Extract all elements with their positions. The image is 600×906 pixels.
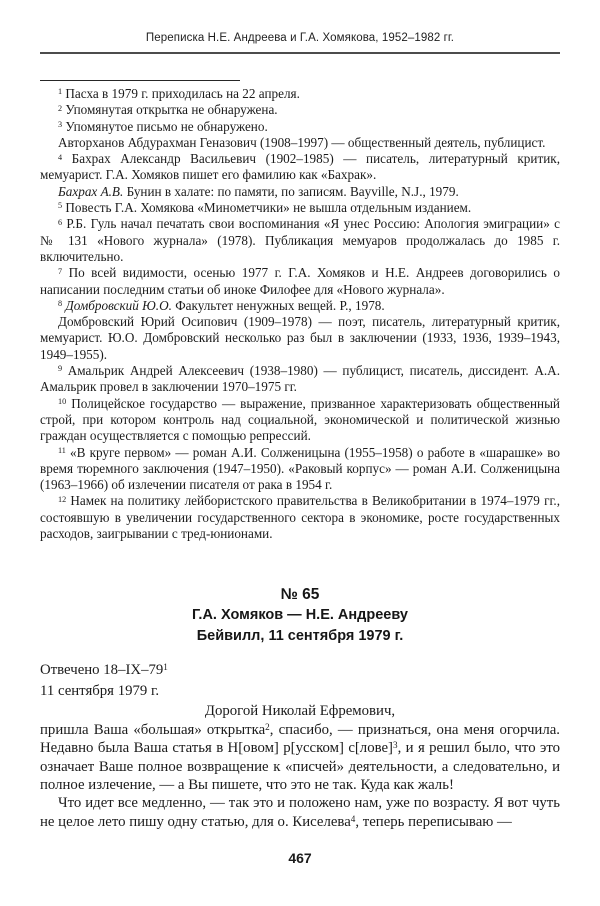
superscript-ref: 9 [58, 364, 63, 374]
letter-place-date: Бейвилл, 11 сентября 1979 г. [196, 628, 404, 645]
letter-paragraph: Что идет все медленно, — так это и положено нам, уже по возрасту. Я вот чуть не целое лето пишу одну статью, для о. Киселева$^4$, теперь переписываю — [40, 795, 560, 830]
footnote-paragraph: $^6$ Р.Б. Гуль начал печатать свои воспоминания «Я унес Россию: Апология эмиграции» с № 131 «Нового журнала» (1978). Публикация мемуаров продолжалась до 1985 г. включительно. [40, 216, 560, 264]
italic-citation: Бахрах А.В. [58, 183, 124, 199]
letter-addressee: Г.А. Хомяков — Н.Е. Андрееву [192, 607, 408, 624]
footnote-paragraph: $^9$ Амальрик Андрей Алексеевич (1938–1980) — публицист, писатель, диссидент. А.А. Амальрик провел в заключении 1970–1975 гг. [40, 363, 560, 395]
superscript-ref: 1 [58, 87, 63, 97]
footnote-paragraph: $^2$ Упомянутая открытка не обнаружена. [58, 102, 278, 118]
superscript-ref: 7 [58, 266, 63, 276]
page-number: 467 [288, 850, 312, 867]
footnote-paragraph: $^7$ По всей видимости, осенью 1977 г. Г.А. Хомяков и Н.Е. Андреев договорились о написании последним статьи об иноке Филофее для «Нового журнала». [40, 265, 560, 297]
letter-meta [40, 660, 560, 702]
superscript-ref: 2 [58, 103, 63, 113]
letter-heading [40, 584, 560, 647]
footnote-paragraph: Авторханов Абдурахман Геназович (1908–1997) — общественный деятель, публицист. [58, 134, 546, 150]
superscript-ref: 8 [58, 299, 63, 309]
superscript-ref: 11 [58, 445, 66, 455]
superscript-ref: 4 [350, 813, 356, 824]
superscript-ref: 12 [58, 494, 67, 504]
footnote-paragraph: $^8$ Домбровский Ю.О. Факультет ненужных вещей. Р., 1978. [58, 297, 385, 313]
superscript-ref: 6 [58, 217, 63, 227]
reply-note: Отвечено $18-IX-79^1$ [40, 662, 168, 679]
footnote-paragraph: $^1$ Пасха в 1979 г. приходилась на 22 апреля. [58, 86, 300, 101]
superscript-ref: 1 [163, 662, 168, 673]
footnote-paragraph: $^{12}$ Намек на политику лейбористского правительства в Великобритании в 1974–1979 гг., состоявшую в увеличении государственного сектора в экономике, росте государственных расходов, заигрывании с тред-юнионами. [40, 493, 560, 542]
footnote-paragraph: Домбровский Юрий Осипович (1909–1978) — поэт, писатель, литературный критик, мемуарист. Ю.О. Домбровский несколько раз был в заключении (1933, 1936, 1939–1943, 1949–1955). [40, 314, 560, 362]
letter-number: № 65 [280, 586, 320, 604]
letter-date: 11 сентября 1979 г. [40, 683, 160, 700]
letter-body [40, 721, 560, 831]
footnote-paragraph: Бахрах А.В. Бунин в халате: по памяти, по записям. Bayville, N.J., 1979. [58, 183, 459, 199]
running-head: Переписка Н.Е. Андреева и Г.А. Хомякова, 1952–1982 гг. [145, 32, 455, 44]
footnote-paragraph: $^3$ Упомянутое письмо не обнаружено. [58, 118, 268, 134]
footnote-separator [40, 80, 240, 81]
letter-paragraph: пришла Ваша «большая» открытка$^2$, спасибо, — признаться, она меня огорчила. Недавно была Ваша статья в Н[овом] р[усском] с[лове]$^3$, и я решил было, что это означает Ваше полное возвращение к «писчей» деятельности, а следовательно, и полное излечение, — а Вы пишете, что это не так. Куда как жаль! [40, 721, 560, 793]
superscript-ref: 5 [58, 201, 63, 211]
superscript-ref: 4 [58, 152, 63, 162]
footnotes [40, 86, 560, 542]
superscript-ref: 3 [58, 119, 63, 129]
footnote-paragraph: $^4$ Бахрах Александр Васильевич (1902–1985) — писатель, литературный критик, мемуарист. Г.А. Хомяков пишет его фамилию как «Бахрак». [40, 151, 560, 183]
superscript-ref: 10 [58, 396, 67, 406]
footnote-paragraph: $^{11}$ «В круге первом» — роман А.И. Солженицына (1955–1958) о работе в «шарашке» во время тюремного заключения (1947–1950). «Раковый корпус» — роман А.И. Солженицына (1963–1966) об излечении писателя от рака в 1954 г. [40, 444, 560, 493]
salutation: Дорогой Николай Ефремович, [204, 703, 396, 720]
footnote-paragraph: $^{10}$ Полицейское государство — выражение, призванное характеризовать общественный строй, при котором контроль над социальной, экономической и политической жизнью граждан осуществляется с помощью репрессий. [40, 395, 560, 444]
italic-citation: Домбровский Ю.О. [65, 297, 172, 313]
superscript-ref: 2 [265, 721, 270, 732]
header-rule [40, 52, 560, 54]
superscript-ref: 3 [393, 740, 398, 750]
footnote-paragraph: $^5$ Повесть Г.А. Хомякова «Минометчики» не вышла отдельным изданием. [58, 200, 472, 216]
